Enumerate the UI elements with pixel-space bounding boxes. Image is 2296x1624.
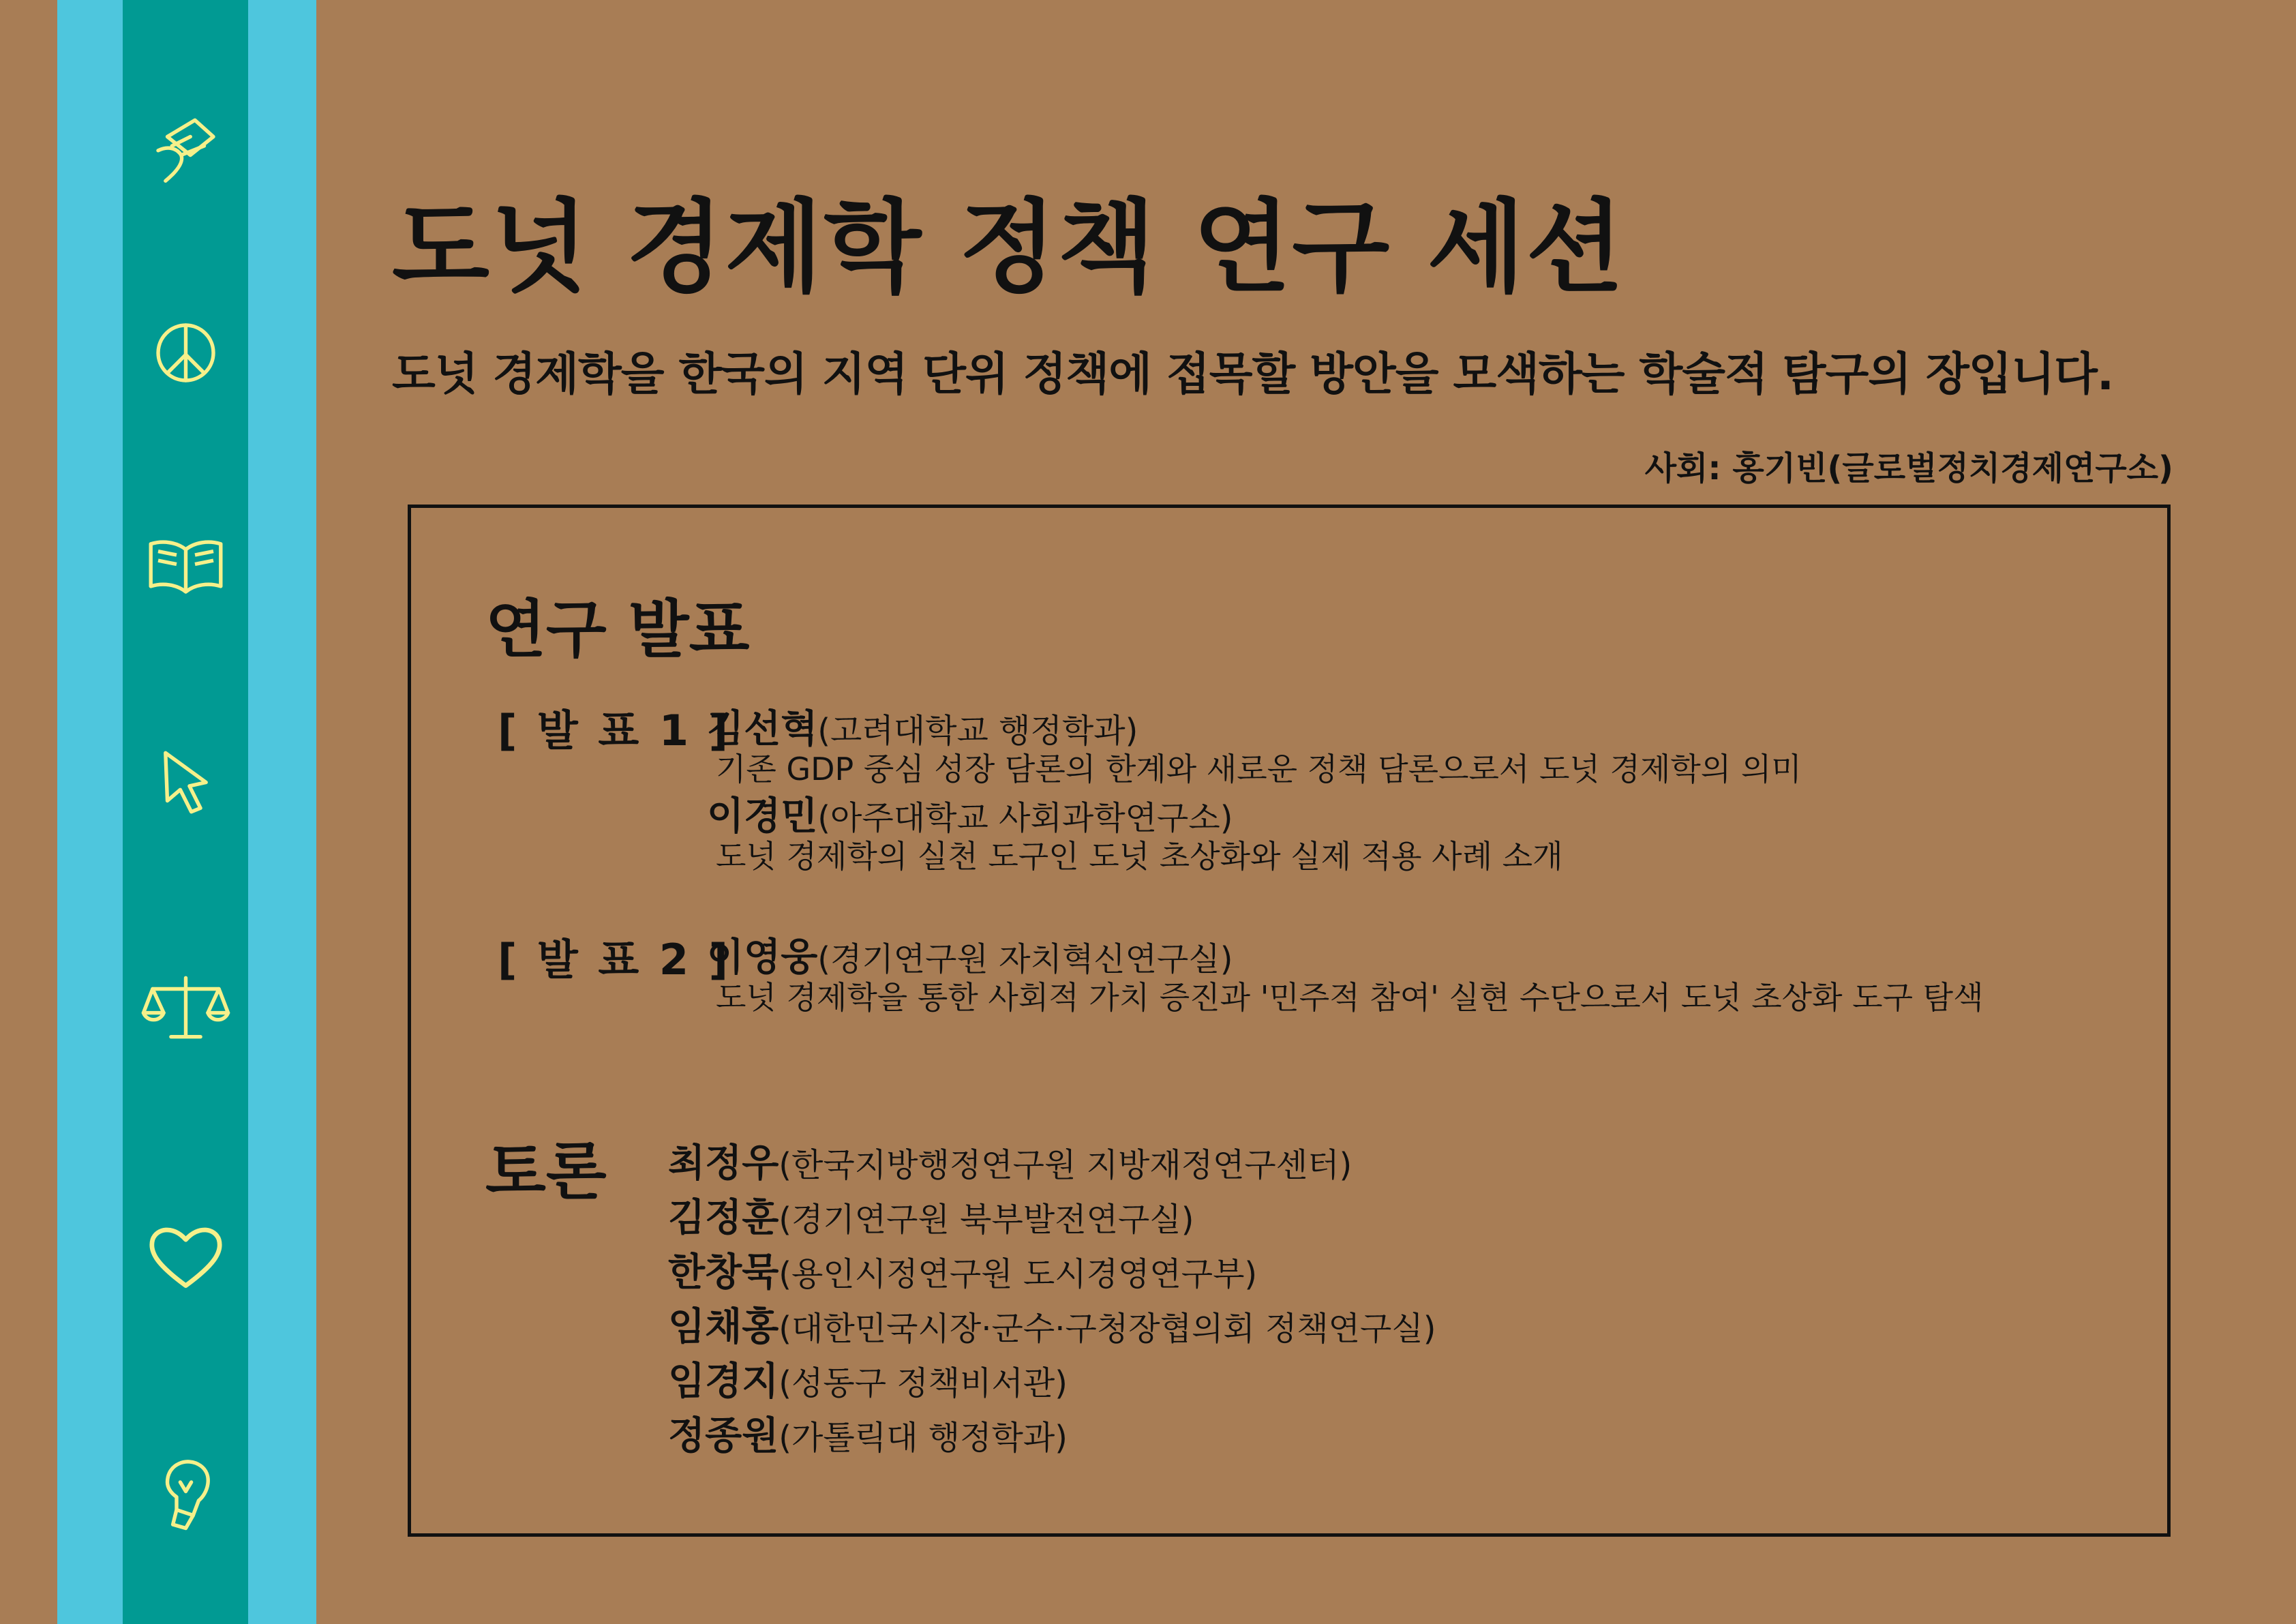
panelist-affiliation: (경기연구원 북부발전연구실) <box>779 1201 1194 1239</box>
panelist-affiliation: (대한민국시장·군수·구청장협의회 정책연구실) <box>779 1310 1436 1348</box>
panelist-entry <box>668 1133 1352 1188</box>
peace-icon <box>140 307 232 399</box>
speaker-name: 이영웅 <box>707 935 818 980</box>
panelist-affiliation: (한국지방행정연구원 지방재정연구센터) <box>779 1146 1353 1184</box>
speaker-name: 김선혁 <box>707 707 818 751</box>
panelist-name: 임채홍 <box>668 1305 779 1349</box>
panelist-affiliation: (용인시정연구원 도시경영연구부) <box>779 1255 1258 1293</box>
page-subtitle: 도넛 경제학을 한국의 지역 단위 정책에 접목할 방안을 모색하는 학술적 탐구의 장입니다. <box>392 348 2114 400</box>
panelist-name: 임경지 <box>668 1359 779 1404</box>
talk-topic: 도넛 경제학을 통한 사회적 가치 증진과 '민주적 참여' 실현 수단으로서 도넛 초상화 도구 탐색 <box>716 979 1984 1016</box>
talk-topic: 기존 GDP 중심 성장 담론의 한계와 새로운 정책 담론으로서 도넛 경제학의 의미 <box>716 751 1802 787</box>
page-title: 도넛 경제학 정책 연구 세션 <box>392 189 1625 306</box>
panelist-affiliation: (가톨릭대 행정학과) <box>779 1419 1068 1457</box>
speaker-name: 이경민 <box>707 794 818 839</box>
panelist-entry <box>668 1351 1068 1406</box>
presentation-2-label: [ 발 표 2 ] <box>498 935 731 984</box>
research-heading: 연구 발표 <box>485 593 750 666</box>
cursor-icon <box>140 736 232 828</box>
panelist-entry <box>668 1297 1436 1351</box>
panelist-name: 한창묵 <box>668 1250 779 1295</box>
heart-icon <box>140 1210 232 1302</box>
panelist-entry <box>668 1188 1194 1242</box>
panelist-affiliation: (성동구 정책비서관) <box>779 1364 1068 1402</box>
speaker-affiliation: (경기연구원 자치혁신연구실) <box>817 940 1233 978</box>
presentation-1-label: [ 발 표 1 ] <box>498 706 731 755</box>
discussion-heading: 토론 <box>485 1135 607 1208</box>
talk-topic: 도넛 경제학의 실천 도구인 도넛 초상화와 실제 적용 사례 소개 <box>716 838 1563 875</box>
panelist-entry <box>668 1406 1068 1460</box>
speaker-affiliation: (고려대학교 행정학과) <box>817 712 1138 750</box>
panelist-name: 김정훈 <box>668 1196 779 1240</box>
book-icon <box>140 518 232 610</box>
hand-phone-icon <box>140 109 232 201</box>
panelist-name: 정종원 <box>668 1414 779 1458</box>
lightbulb-icon <box>140 1445 232 1537</box>
panelist-entry <box>668 1242 1257 1297</box>
scales-icon <box>140 961 232 1053</box>
moderator-label: 사회: 홍기빈(글로벌정치경제연구소) <box>1644 449 2173 487</box>
speaker-affiliation: (아주대학교 사회과학연구소) <box>817 799 1233 837</box>
panelist-name: 최정우 <box>668 1141 779 1186</box>
